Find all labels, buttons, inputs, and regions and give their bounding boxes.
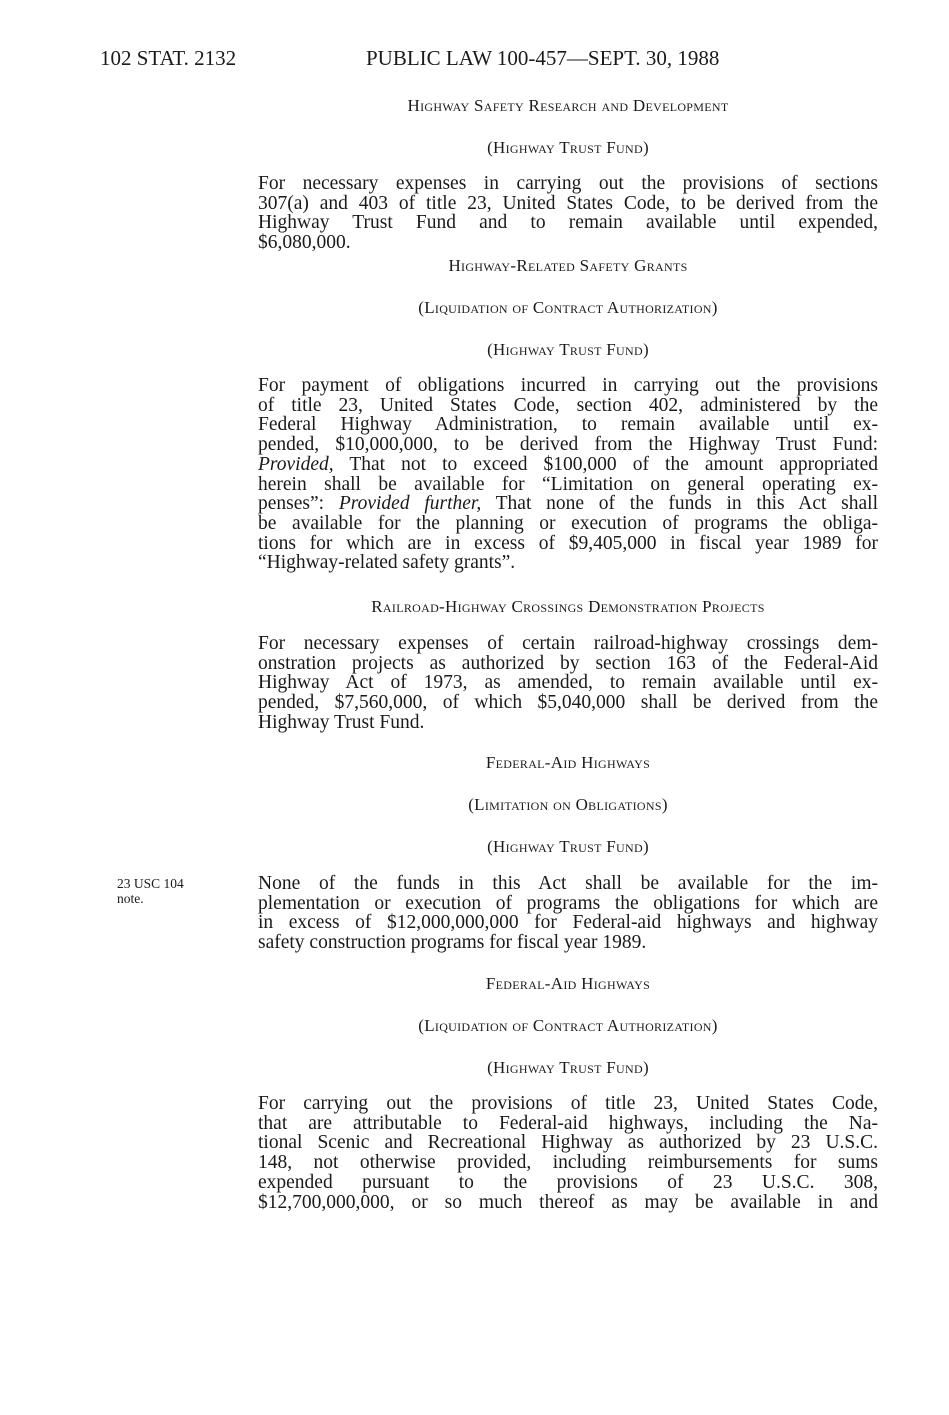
text-line	[258, 933, 878, 953]
text-line	[258, 553, 878, 573]
text-line	[258, 396, 878, 416]
text-run: Highway Trust Fund.	[258, 711, 425, 733]
text-line	[258, 1173, 878, 1193]
text-line	[258, 534, 878, 554]
text-line	[258, 415, 878, 435]
text-line	[258, 494, 878, 514]
text-run: of title 23, United States Code, section 402, administered by the	[258, 394, 878, 416]
text-run: plementation or execution of programs the obligations for which are	[258, 892, 878, 914]
section-heading: Federal-Aid Highways	[485, 753, 651, 772]
text-run: tions for which are in excess of $9,405,000 in fiscal year 1989 for	[258, 532, 878, 554]
text-line	[258, 713, 878, 733]
text-run: $6,080,000.	[258, 232, 351, 254]
page-stat-number: 102 STAT. 2132	[100, 46, 237, 70]
text-run: That not to exceed $100,000 of the amount appropriated	[333, 453, 878, 475]
text-line	[258, 913, 878, 933]
text-run: For necessary expenses of certain railroad-highway crossings dem-	[258, 633, 878, 654]
text-line	[258, 894, 878, 914]
text-run: penses”:	[258, 493, 339, 515]
text-line	[258, 194, 878, 214]
text-line	[258, 1193, 878, 1213]
section-heading: Highway-Related Safety Grants	[448, 256, 688, 275]
text-run: safety construction programs for fiscal year 1989.	[258, 932, 647, 954]
text-line	[258, 1133, 878, 1153]
text-line	[258, 874, 878, 894]
section-heading: (Limitation on Obligations)	[468, 795, 668, 814]
paragraph	[258, 874, 878, 953]
text-run: onstration projects as authorized by section 163 of the Federal-Aid	[258, 652, 878, 674]
section-heading: (Highway Trust Fund)	[487, 837, 649, 856]
running-title: PUBLIC LAW 100-457—SEPT. 30, 1988	[366, 46, 720, 70]
text-run: that are attributable to Federal-aid highways, including the Na-	[258, 1112, 878, 1134]
text-run: None of the funds in this Act shall be available for the im-	[258, 873, 878, 894]
text-run: in excess of $12,000,000,000 for Federal-aid highways and highway	[258, 912, 878, 934]
text-line	[258, 455, 878, 475]
text-run: tional Scenic and Recreational Highway as authorized by 23 U.S.C.	[258, 1132, 878, 1154]
text-run: be available for the planning or execution of programs the obliga-	[258, 512, 878, 534]
text-run: That none of the funds in this Act shall	[481, 493, 879, 515]
text-run: pended, $10,000,000, to be derived from the Highway Trust Fund:	[258, 434, 878, 456]
text-line	[258, 376, 878, 396]
text-line	[258, 213, 878, 233]
text-line	[258, 1094, 878, 1114]
text-line	[258, 435, 878, 455]
text-run: pended, $7,560,000, of which $5,040,000 shall be derived from the	[258, 692, 878, 714]
text-line	[258, 233, 878, 253]
text-run: For necessary expenses in carrying out the provisions of sections	[258, 173, 878, 194]
text-run: Highway Act of 1973, as amended, to remain available until ex-	[258, 672, 878, 694]
margin-note-line: note.	[117, 891, 144, 906]
text-run: herein shall be available for “Limitation on general operating ex-	[258, 473, 878, 495]
text-line	[258, 475, 878, 495]
text-line	[258, 654, 878, 674]
text-line	[258, 514, 878, 534]
italic-text: Provided further,	[338, 493, 482, 515]
text-line	[258, 634, 878, 654]
text-run: For carrying out the provisions of title 23, United States Code,	[258, 1093, 878, 1114]
text-line	[258, 1114, 878, 1134]
section-heading: (Highway Trust Fund)	[487, 340, 649, 359]
section-heading: (Liquidation of Contract Authorization)	[418, 1016, 718, 1035]
text-line	[258, 1153, 878, 1173]
text-run: expended pursuant to the provisions of 23 U.S.C. 308,	[258, 1171, 878, 1193]
text-run: For payment of obligations incurred in carrying out the provisions	[258, 375, 878, 396]
section-heading: Federal-Aid Highways	[485, 974, 651, 993]
section-heading: Highway Safety Research and Development	[407, 96, 729, 115]
text-line	[258, 693, 878, 713]
section-heading: (Highway Trust Fund)	[487, 138, 649, 157]
text-run: Highway Trust Fund and to remain available until expended,	[258, 212, 878, 234]
text-run: $12,700,000,000, or so much thereof as may be available in and	[258, 1191, 878, 1213]
text-run: “Highway-related safety grants”.	[258, 552, 516, 574]
section-heading: (Liquidation of Contract Authorization)	[418, 298, 718, 317]
paragraph	[258, 376, 878, 573]
paragraph	[258, 1094, 878, 1212]
paragraph	[258, 174, 878, 253]
section-heading: (Highway Trust Fund)	[487, 1058, 649, 1077]
text-run: 148, not otherwise provided, including reimbursements for sums	[258, 1152, 878, 1174]
margin-note-line: 23 USC 104	[117, 876, 184, 891]
section-heading: Railroad-Highway Crossings Demonstration Projects	[371, 597, 765, 616]
italic-text: Provided,	[258, 453, 334, 475]
text-line	[258, 673, 878, 693]
text-line	[258, 174, 878, 194]
margin-note	[117, 876, 184, 906]
text-run: Federal Highway Administration, to remain available until ex-	[258, 414, 878, 436]
text-run: 307(a) and 403 of title 23, United States Code, to be derived from the	[258, 192, 878, 214]
paragraph	[258, 634, 878, 733]
